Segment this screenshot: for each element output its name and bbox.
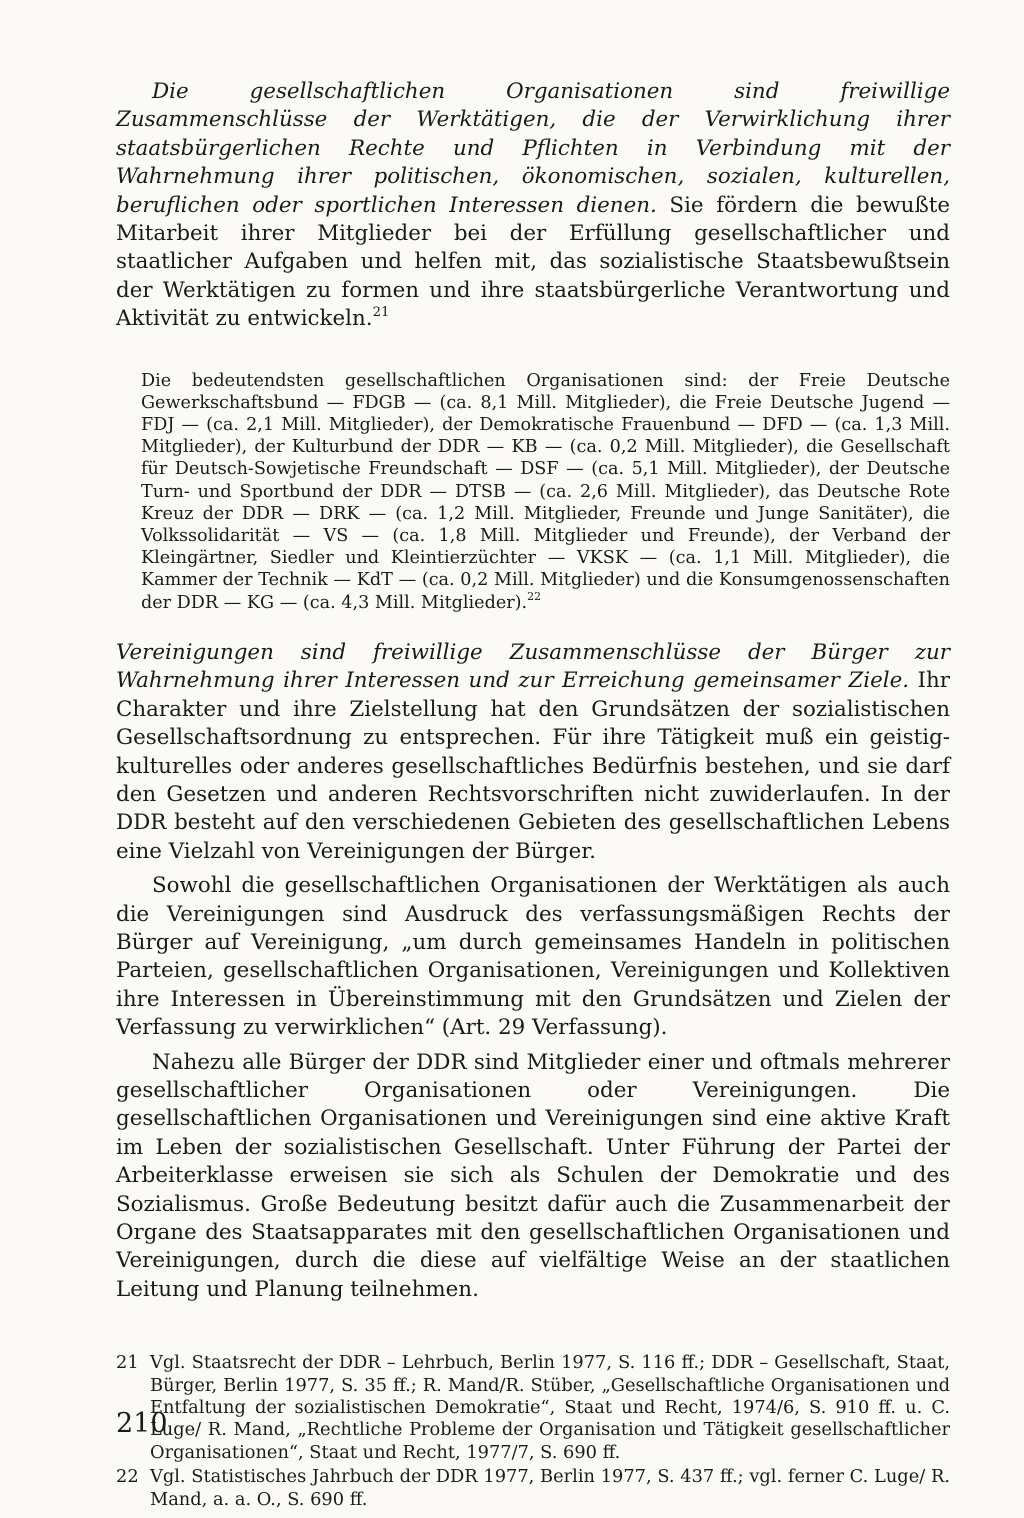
paragraph-membership: Nahezu alle Bürger der DDR sind Mitglieder einer und oftmals mehrerer gesellschaftlicher Organisationen oder Vereinigungen. Die gesellschaftlichen Organisationen und Vereinigungen sind eine aktive Kraft im Leben der sozialistischen Gesellschaft. Unter Führung der Partei der Arbeiterklasse erweisen sie sich als Schulen der Demokratie und des Sozialismus. Große Bedeutung besitzt dafür auch die Zusammenarbeit der Organe des Staatsapparates mit den gesellschaftlichen Organisationen und Vereinigungen, durch die diese auf vielfältige Weise an der staatlichen Leitung und Planung teilnehmen. bbox=[116, 1049, 950, 1302]
page-number: 210 bbox=[116, 1408, 168, 1439]
page-body bbox=[116, 78, 950, 1513]
footnote-number: 22 bbox=[116, 1466, 139, 1488]
footnote-text: Vgl. Staatsrecht der DDR – Lehrbuch, Berlin 1977, S. 116 ff.; DDR – Gesellschaft, Staat, Bürger, Berlin 1977, S. 35 ff.; R. Mand/R. Stüber, „Gesellschaftliche Organisationen und Entfaltung der sozialistischen Demokratie“, Staat und Recht, 1974/6, S. 910 ff. u. C. Luge/ R. Mand, „Rechtliche Probleme der Organisation und Tätigkeit gesellschaftlicher Organisationen“, Staat und Recht, 1977/7, S. 690 ff. bbox=[150, 1352, 950, 1463]
footnote-text: Vgl. Statistisches Jahrbuch der DDR 1977, Berlin 1977, S. 437 ff.; vgl. ferner C. Luge/ R. Mand, a. a. O., S. 690 ff. bbox=[150, 1466, 950, 1510]
paragraph-organisations-definition: Die gesellschaftlichen Organisationen sind freiwillige Zusammenschlüsse der Werktätigen, die der Verwirklichung ihrer staatsbürgerlichen Rechte und Pflichten in Verbindung mit der Wahrnehmung ihrer politischen, ökonomischen, sozialen, kulturellen, beruflichen oder sportlichen Interessen dienen. bbox=[116, 79, 950, 218]
paragraph-organisations-text: Sie fördern die bewußte Mitarbeit ihrer Mitglieder bei der Erfüllung gesellschaftlicher und staatlicher Aufgaben und helfen mit, das sozialistische Staatsbewußtsein der Werktätigen zu formen und ihre staatsbürgerliche Verantwortung und Aktivität zu entwickeln. bbox=[116, 192, 951, 332]
footnotes bbox=[116, 1352, 950, 1511]
footnote-22 bbox=[116, 1466, 950, 1511]
footnote-number: 21 bbox=[116, 1352, 139, 1374]
footnote-21 bbox=[116, 1352, 950, 1464]
footnote-ref-22: 22 bbox=[527, 589, 542, 603]
paragraph-organisations bbox=[116, 78, 950, 334]
footnote-ref-21: 21 bbox=[372, 304, 390, 320]
organisations-list-note bbox=[141, 370, 950, 614]
organisations-list-text: Die bedeutendsten gesellschaftlichen Organisationen sind: der Freie Deutsche Gewerkschaftsbund — FDGB — (ca. 8,1 Mill. Mitglieder), die Freie Deutsche Jugend — FDJ — (ca. 2,1 Mill. Mitglieder), der Demokratische Frauenbund — DFD — (ca. 1,3 Mill. Mitglieder), der Kulturbund der DDR — KB — (ca. 0,2 Mill. Mitglieder), die Gesellschaft für Deutsch-Sowjetische Freundschaft — DSF — (ca. 5,1 Mill. Mitglieder), der Deutsche Turn- und Sportbund der DDR — DTSB — (ca. 2,6 Mill. Mitglieder), das Deutsche Rote Kreuz der DDR — DRK — (ca. 1,2 Mill. Mitglieder, Freunde und Junge Sanitäter), die Volkssolidarität — VS — (ca. 1,8 Mill. Mitglieder und Freunde), der Verband der Kleingärtner, Siedler und Kleintierzüchter — VKSK — (ca. 1,1 Mill. Mitglieder), die Kammer der Technik — KdT — (ca. 0,2 Mill. Mitglieder) und die Konsumgenossenschaften der DDR — KG — (ca. 4,3 Mill. Mitglieder). bbox=[141, 370, 950, 613]
paragraph-vereinigungen bbox=[116, 639, 950, 866]
paragraph-vereinigungen-text: Ihr Charakter und ihre Zielstellung hat den Grundsätzen der sozialistischen Gesellschaftsordnung zu entsprechen. Für ihre Tätigkeit muß ein geistig-kulturelles oder anderes gesellschaftliches Bedürfnis bestehen, und sie darf den Gesetzen und anderen Rechtsvorschriften nicht zuwiderlaufen. In der DDR besteht auf den verschiedenen Gebieten des gesellschaftlichen Lebens eine Vielzahl von Vereinigungen der Bürger. bbox=[116, 668, 950, 864]
paragraph-rights: Sowohl die gesellschaftlichen Organisationen der Werktätigen als auch die Vereinigungen sind Ausdruck des verfassungsmäßigen Rechts der Bürger auf Vereinigung, „um durch gemeinsames Handeln in politischen Parteien, gesellschaftlichen Organisationen, Vereinigungen und Kollektiven ihre Interessen in Übereinstimmung mit den Grundsätzen und Zielen der Verfassung zu verwirklichen“ (Art. 29 Verfassung). bbox=[116, 873, 950, 1041]
paragraph-vereinigungen-definition: Vereinigungen sind freiwillige Zusammenschlüsse der Bürger zur Wahrnehmung ihrer Interessen und zur Erreichung gemeinsamer Ziele. bbox=[116, 639, 950, 694]
